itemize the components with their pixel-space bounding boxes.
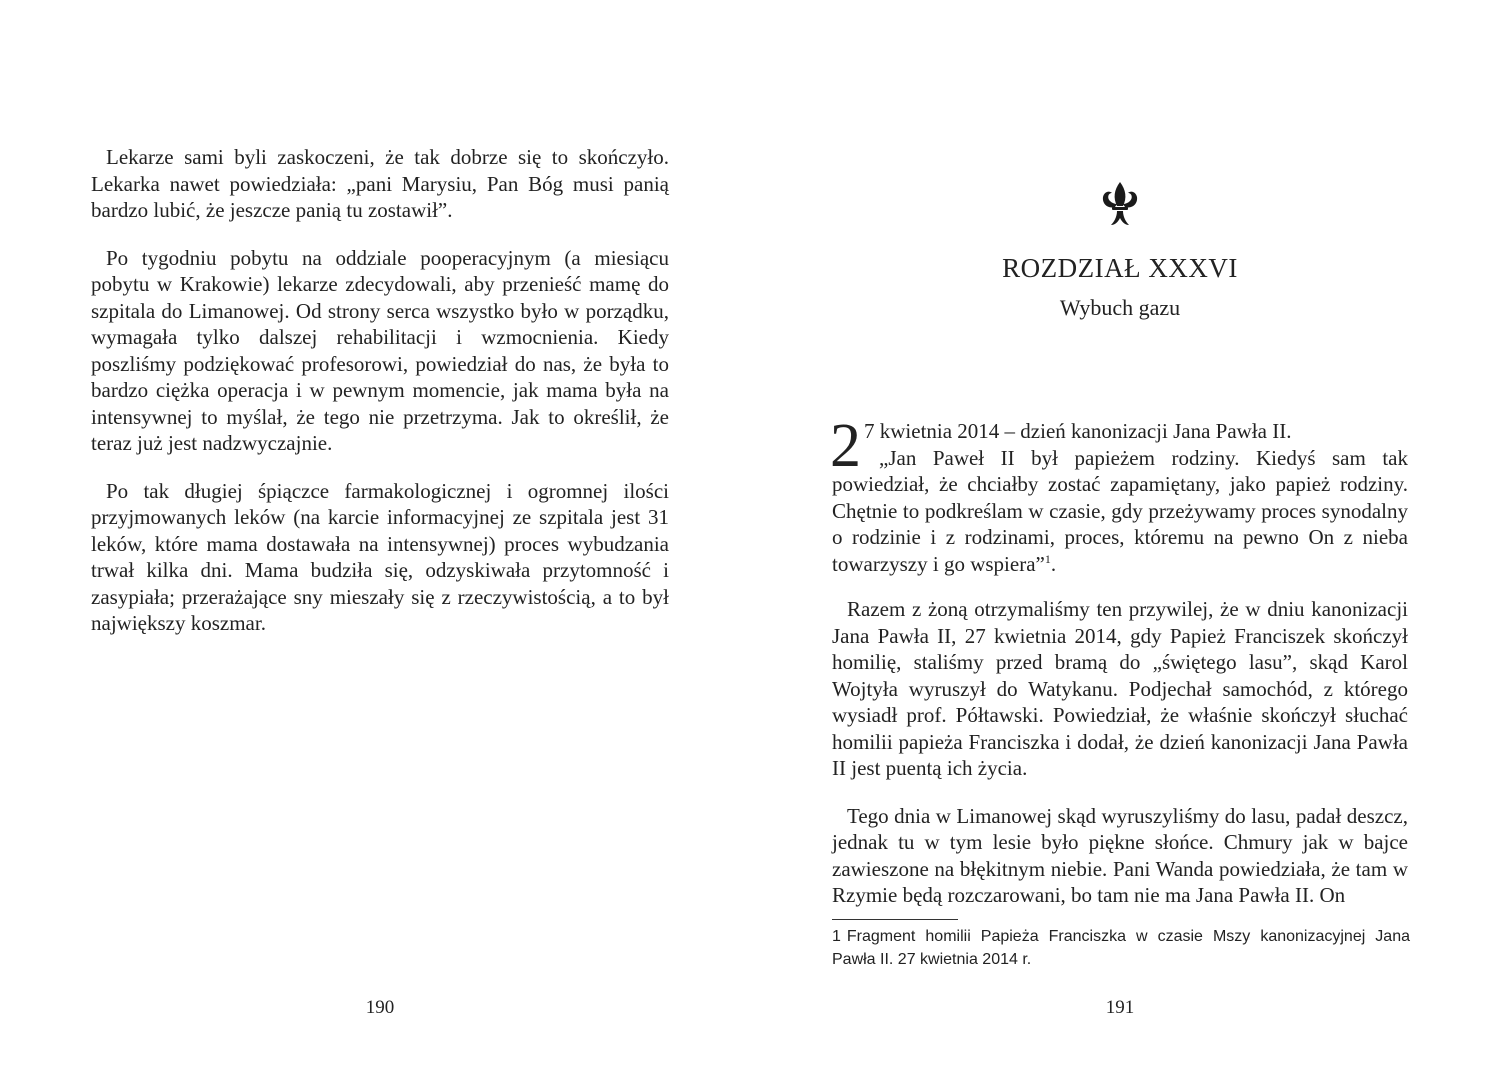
right-page	[750, 0, 1500, 1073]
chapter-title: ROZDZIAŁ XXXVI	[1002, 253, 1238, 283]
opening-section	[830, 412, 1408, 577]
right-page-body	[830, 412, 1408, 930]
footnote-number: 1	[832, 928, 841, 945]
quote-end: .	[1050, 551, 1057, 576]
footnote	[832, 925, 1410, 971]
opening-line: 7 kwietnia 2014 – dzień kanonizacji Jana Pawła II.	[864, 419, 1292, 443]
quote-text: „Jan Paweł II był papieżem rodziny. Kiedyś sam tak powiedział, że chciałby zostać zapamiętany, jako papież rodziny. Chętnie to podkreślam w czasie, gdy przeżywamy proces synodalny o rodzinie i z rodzinami, proces, któremu na pewno On z nieba towarzyszy i go wspiera”	[832, 445, 1408, 576]
page-number-right: 191	[1105, 997, 1135, 1018]
footnote-text: Fragment homilii Papieża Franciszka w czasie Mszy kanonizacyjnej Jana Pawła II. 27 kwietnia 2014 r.	[832, 928, 1410, 968]
page-number-left: 190	[365, 997, 395, 1018]
footnote-separator	[832, 919, 958, 920]
drop-cap: 2	[830, 412, 861, 480]
paragraph: Lekarze sami byli zaskoczeni, że tak dobrze się to skończyło. Lekarka nawet powiedziała: „pani Marysiu, Pan Bóg musi panią bardzo lubić, że jeszcze panią tu zostawił”.	[91, 145, 669, 222]
quote-paragraph	[832, 445, 1408, 578]
footnote-reference[interactable]: 1	[1044, 551, 1051, 566]
paragraph: Tego dnia w Limanowej skąd wyruszyliśmy do lasu, padał deszcz, jednak tu w tym lesie było piękne słońce. Chmury jak w bajce zawieszone na błękitnym niebie. Pani Wanda powiedziała, że tam w Rzymie będą rozczarowani, bo tam nie ma Jana Pawła II. On	[832, 803, 1408, 907]
paragraph: Razem z żoną otrzymaliśmy ten przywilej, że w dniu kanonizacji Jana Pawła II, 27 kwietnia 2014, gdy Papież Franciszek skończył homilię, staliśmy przed bramą do „świętego lasu”, skąd Karol Wojtyła wyruszył do Watykanu. Podjechał samochód, z którego wysiadł prof. Półtawski. Powiedział, że właśnie skończył słuchać homilii papieża Franciszka i dodał, że dzień kanonizacji Jana Pawła II jest puentą ich życia.	[832, 597, 1408, 780]
paragraph: Po tygodniu pobytu na oddziale pooperacyjnym (a miesiącu pobytu w Krakowie) lekarze zdecydowali, aby przenieść mamę do szpitala do Limanowej. Od strony serca wszystko było w porządku, wymagała tylko dalszej rehabilitacji i wzmocnienia. Kiedy poszliśmy podziękować profesorowi, powiedział do nas, że była to bardzo ciężka operacja i w pewnym momencie, jak mama była na intensywnej to myślał, że tego nie przetrzyma. Jak to określił, że teraz już jest nadzwyczajnie.	[91, 245, 669, 455]
paragraph: Po tak długiej śpiączce farmakologicznej i ogromnej ilości przyjmowanych leków (na karcie informacyjnej ze szpitala jest 31 leków, które mama dostawała na intensywnej) proces wybudzania trwał kilka dni. Mama budziła się, odzyskiwała przytomność i zasypiała; przerażające sny mieszały się z rzeczywistością, a to był największy koszmar.	[91, 478, 669, 635]
left-page-body	[91, 144, 669, 658]
fleur-de-lis-icon	[1098, 180, 1142, 228]
chapter-subtitle: Wybuch gazu	[1059, 295, 1181, 320]
